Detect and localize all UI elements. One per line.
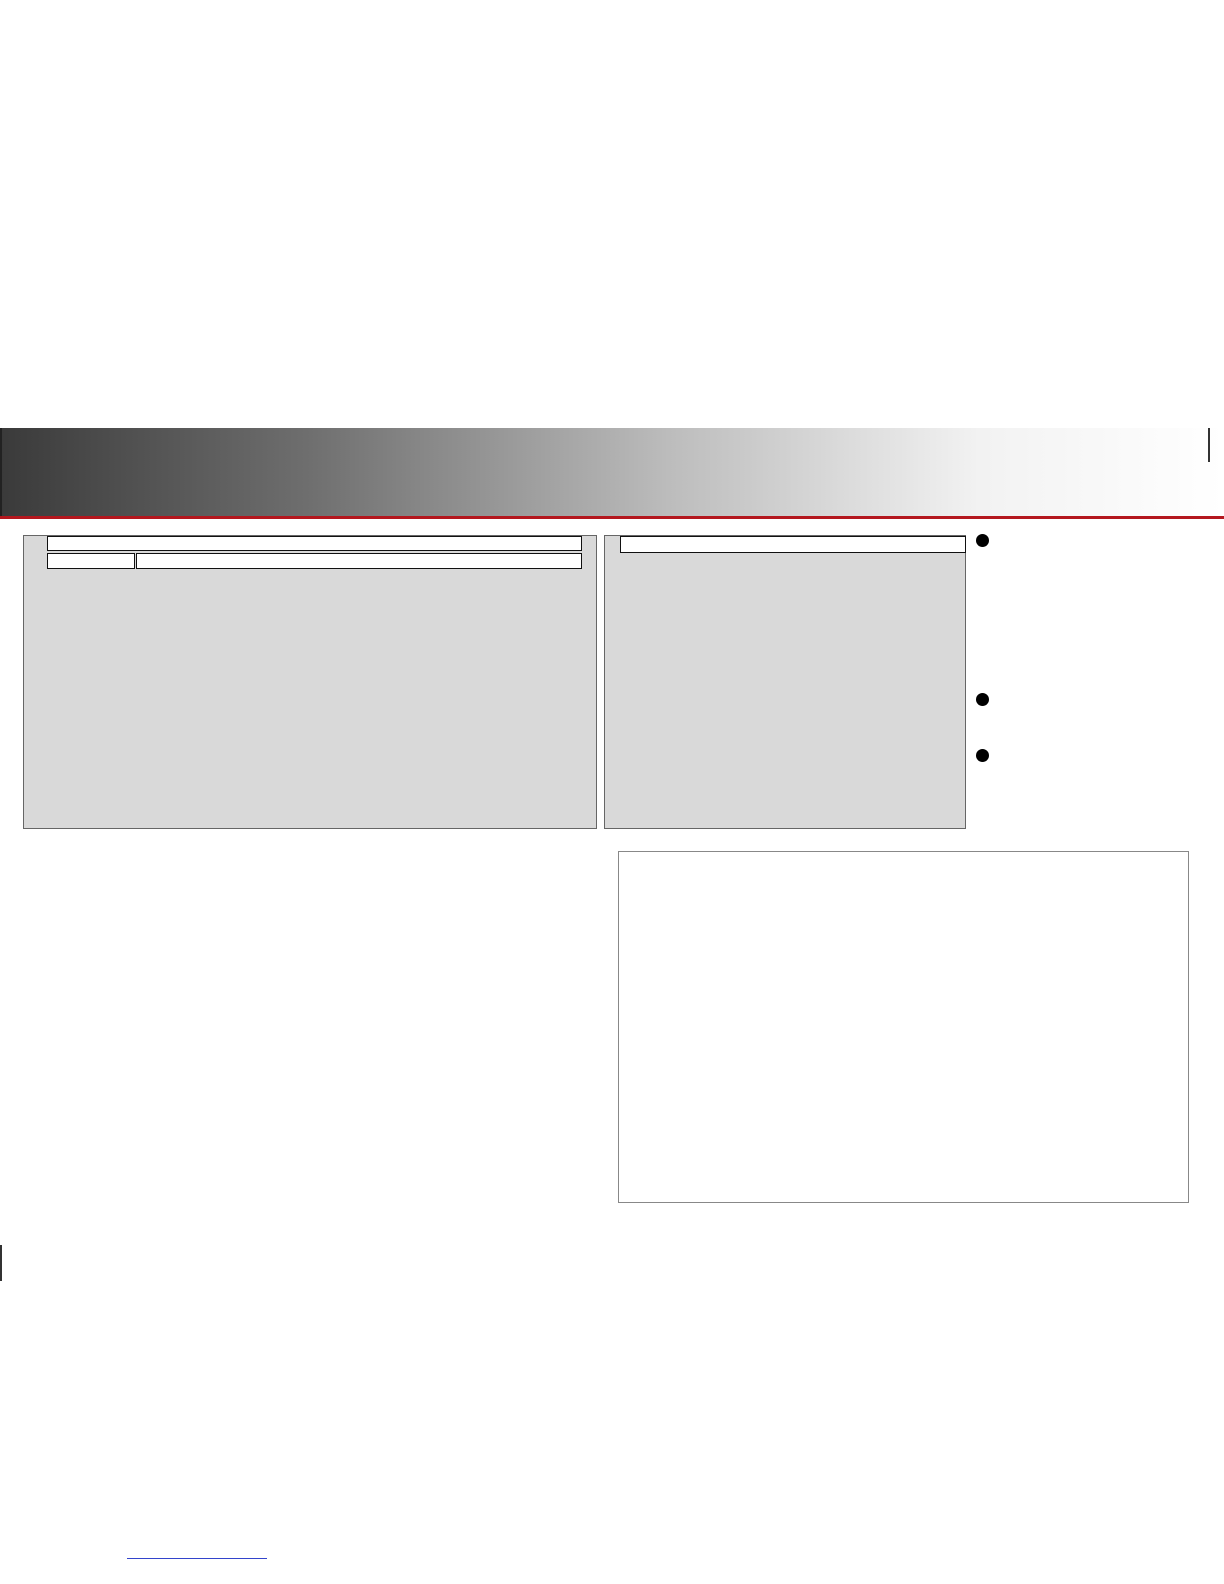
callout-dot-right-2	[976, 693, 989, 706]
callout-dot-right-1	[976, 534, 989, 547]
callout-dot-right-3	[976, 749, 989, 762]
left-edge-mark	[0, 1245, 2, 1281]
right-edge-mark	[1208, 428, 1210, 462]
header-band	[0, 428, 1224, 516]
header-edge	[0, 428, 2, 516]
notes-header	[620, 536, 966, 553]
header-rule	[0, 516, 1224, 519]
legend-panel	[23, 535, 597, 829]
footer-link-line[interactable]	[127, 1558, 267, 1559]
legend-subheader-desc	[136, 553, 582, 569]
legend-header-bar	[47, 536, 582, 551]
example-box	[618, 851, 1189, 1203]
notes-panel	[604, 535, 966, 829]
legend-subheader-symbol	[47, 553, 135, 569]
